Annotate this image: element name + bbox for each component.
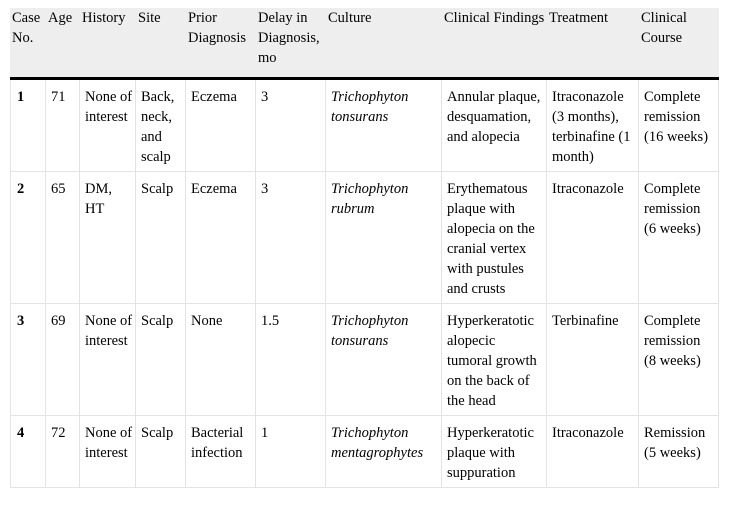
cell-prior-diagnosis: Bacterial infection — [186, 416, 256, 488]
header-history: History — [80, 8, 136, 80]
cell-history: None of interest — [80, 304, 136, 416]
cell-age: 65 — [46, 172, 80, 304]
cell-prior-diagnosis: Eczema — [186, 80, 256, 172]
cell-site: Scalp — [136, 416, 186, 488]
cell-treatment: Itraconazole (3 months), terbinafine (1 month) — [547, 80, 639, 172]
case-table — [10, 8, 719, 488]
cell-age: 72 — [46, 416, 80, 488]
cell-history: DM, HT — [80, 172, 136, 304]
cell-findings: Hyperkeratotic alopecic tumoral growth on the back of the head — [442, 304, 547, 416]
cell-history: None of interest — [80, 416, 136, 488]
cell-culture: Trichophyton mentagrophytes — [326, 416, 442, 488]
cell-course: Complete remission (16 weeks) — [639, 80, 719, 172]
header-case-no: Case No. — [10, 8, 46, 80]
header-treatment: Treatment — [547, 8, 639, 80]
cell-course: Complete remission (6 weeks) — [639, 172, 719, 304]
header-clinical-findings: Clinical Findings — [442, 8, 547, 80]
header-site: Site — [136, 8, 186, 80]
table-row — [10, 304, 719, 416]
cell-delay: 1 — [256, 416, 326, 488]
cell-treatment: Terbinafine — [547, 304, 639, 416]
cell-site: Scalp — [136, 172, 186, 304]
table-header — [10, 8, 719, 80]
cell-case: 3 — [10, 304, 46, 416]
cell-case: 4 — [10, 416, 46, 488]
cell-course: Complete remission (8 weeks) — [639, 304, 719, 416]
header-prior-diagnosis: Prior Diagnosis — [186, 8, 256, 80]
header-clinical-course: Clinical Course — [639, 8, 719, 80]
cell-culture: Trichophyton tonsurans — [326, 80, 442, 172]
header-culture: Culture — [326, 8, 442, 80]
cell-delay: 3 — [256, 80, 326, 172]
table-body — [10, 80, 719, 488]
cell-prior-diagnosis: None — [186, 304, 256, 416]
cell-culture: Trichophyton rubrum — [326, 172, 442, 304]
cell-history: None of interest — [80, 80, 136, 172]
header-delay: Delay in Diagnosis, mo — [256, 8, 326, 80]
cell-site: Back, neck, and scalp — [136, 80, 186, 172]
cell-case: 1 — [10, 80, 46, 172]
cell-age: 71 — [46, 80, 80, 172]
cell-course: Remission (5 weeks) — [639, 416, 719, 488]
cell-findings: Erythematous plaque with alopecia on the cranial vertex with pustules and crusts — [442, 172, 547, 304]
cell-culture: Trichophyton tonsurans — [326, 304, 442, 416]
cell-findings: Hyperkeratotic plaque with suppuration — [442, 416, 547, 488]
header-age: Age — [46, 8, 80, 80]
cell-findings: Annular plaque, desquamation, and alopecia — [442, 80, 547, 172]
cell-treatment: Itraconazole — [547, 416, 639, 488]
cell-case: 2 — [10, 172, 46, 304]
table-row — [10, 416, 719, 488]
cell-delay: 3 — [256, 172, 326, 304]
table-row — [10, 172, 719, 304]
cell-site: Scalp — [136, 304, 186, 416]
cell-delay: 1.5 — [256, 304, 326, 416]
cell-age: 69 — [46, 304, 80, 416]
table-row — [10, 80, 719, 172]
cell-prior-diagnosis: Eczema — [186, 172, 256, 304]
cell-treatment: Itraconazole — [547, 172, 639, 304]
header-row — [10, 8, 719, 80]
